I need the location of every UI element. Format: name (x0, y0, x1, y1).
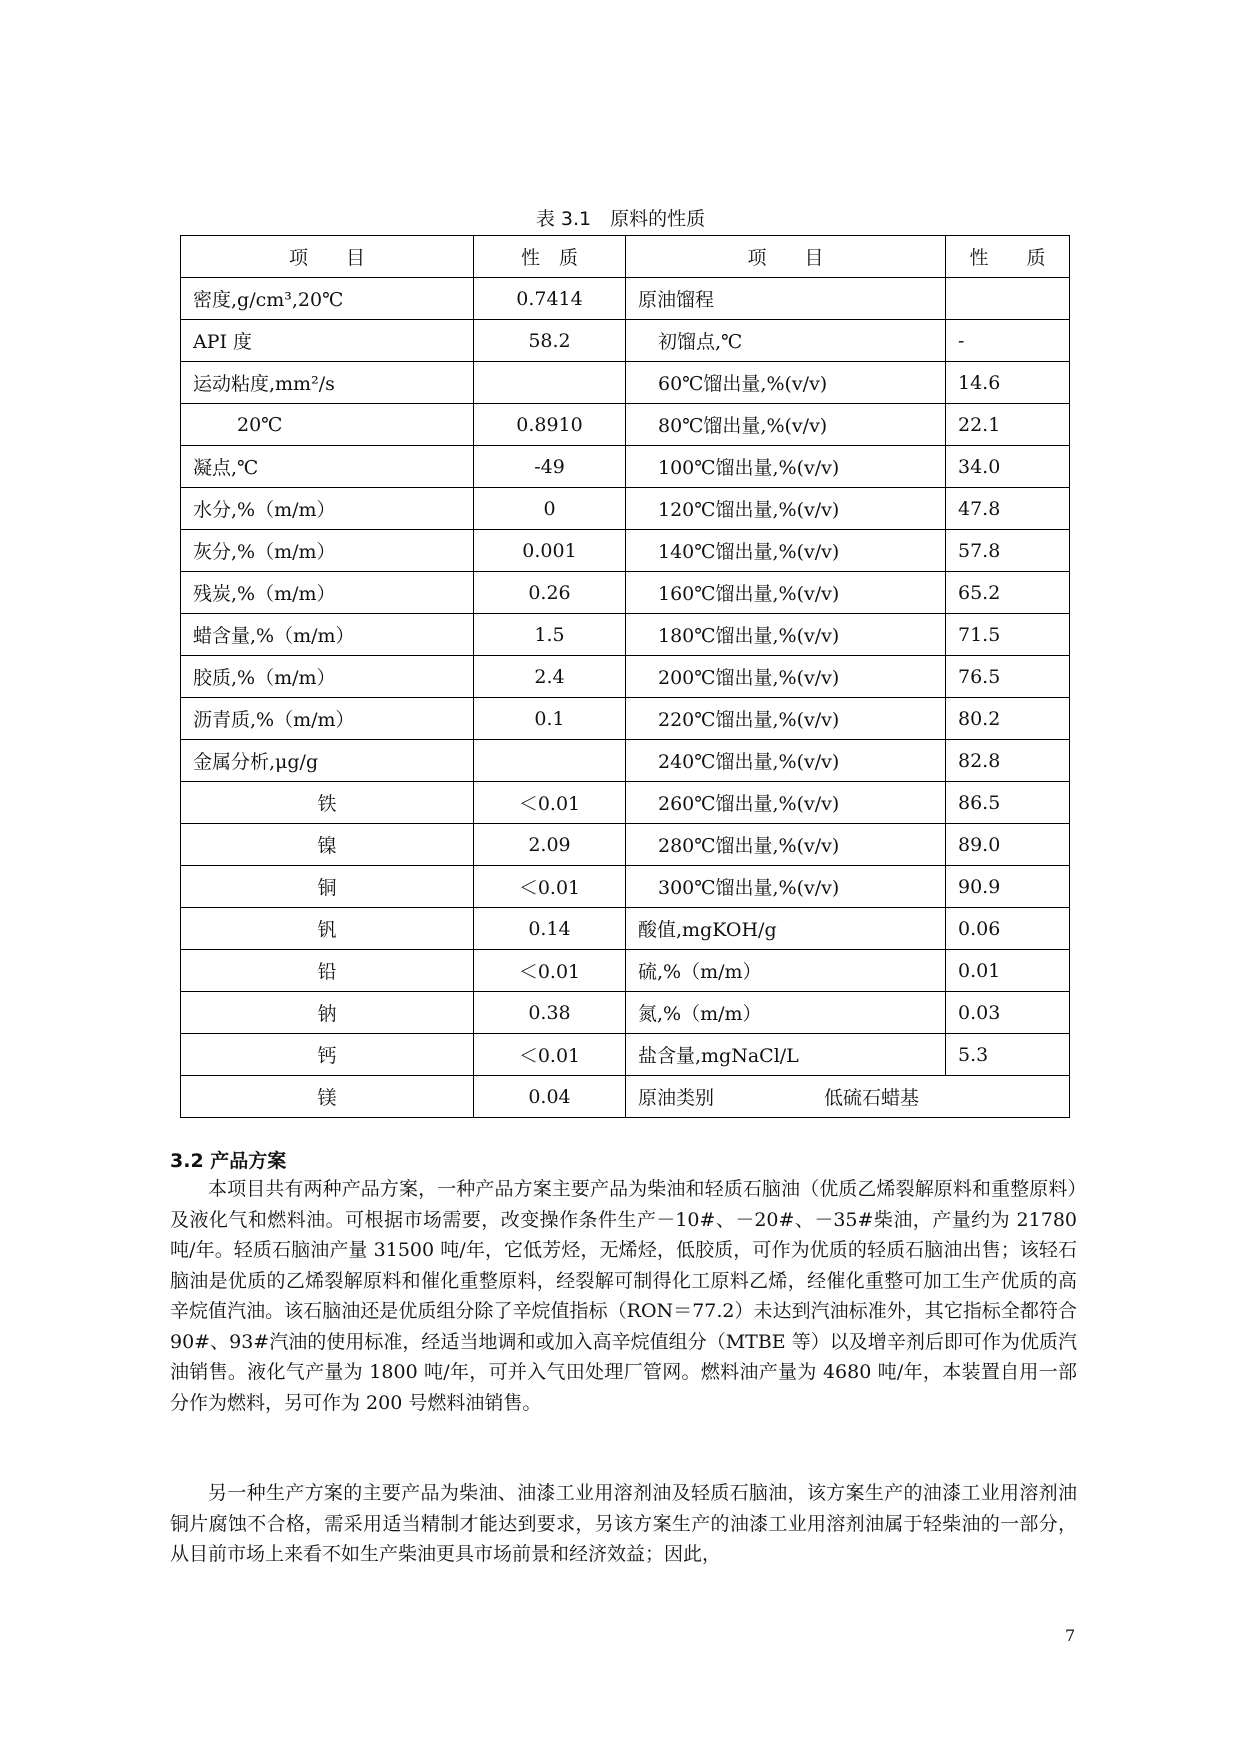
left-value: 0.04 (474, 1076, 626, 1118)
right-item: 240℃馏出量,%(v/v) (626, 740, 946, 782)
left-value: ＜0.01 (474, 950, 626, 992)
header-property-right: 性 质 (946, 236, 1070, 278)
left-item: 密度,g/cm³,20℃ (181, 278, 474, 320)
left-item: 钒 (181, 908, 474, 950)
right-value: 47.8 (946, 488, 1070, 530)
right-value: 14.6 (946, 362, 1070, 404)
left-item: 蜡含量,%（m/m） (181, 614, 474, 656)
right-item: 初馏点,℃ (626, 320, 946, 362)
left-value: ＜0.01 (474, 866, 626, 908)
right-item: 200℃馏出量,%(v/v) (626, 656, 946, 698)
left-item: 铁 (181, 782, 474, 824)
table-row (181, 992, 1070, 1034)
left-item: 铜 (181, 866, 474, 908)
right-value: 76.5 (946, 656, 1070, 698)
left-item: 运动粘度,mm²/s (181, 362, 474, 404)
left-item: 钠 (181, 992, 474, 1034)
table-row (181, 782, 1070, 824)
table-row (181, 824, 1070, 866)
right-value: 低硫石蜡基 (824, 1087, 920, 1109)
table-row (181, 446, 1070, 488)
left-value: 58.2 (474, 320, 626, 362)
right-item: 300℃馏出量,%(v/v) (626, 866, 946, 908)
table-header-row (181, 236, 1070, 278)
right-item: 酸值,mgKOH/g (626, 908, 946, 950)
right-item: 120℃馏出量,%(v/v) (626, 488, 946, 530)
left-value: 0.38 (474, 992, 626, 1034)
right-value: 34.0 (946, 446, 1070, 488)
right-value (946, 278, 1070, 320)
right-item: 硫,%（m/m） (626, 950, 946, 992)
right-value: 0.03 (946, 992, 1070, 1034)
table-row (181, 866, 1070, 908)
table-row (181, 908, 1070, 950)
left-item: 铅 (181, 950, 474, 992)
left-value: 0.7414 (474, 278, 626, 320)
left-item: 沥青质,%（m/m） (181, 698, 474, 740)
right-value: 86.5 (946, 782, 1070, 824)
feedstock-properties-table (180, 235, 1070, 1118)
left-value: -49 (474, 446, 626, 488)
table-row (181, 362, 1070, 404)
left-item: 钙 (181, 1034, 474, 1076)
table-row (181, 614, 1070, 656)
table-row (181, 656, 1070, 698)
left-value: ＜0.01 (474, 782, 626, 824)
table-caption: 表 3.1 原料的性质 (535, 208, 706, 230)
right-value: 65.2 (946, 572, 1070, 614)
right-value: 80.2 (946, 698, 1070, 740)
left-value: 2.09 (474, 824, 626, 866)
header-property-left: 性 质 (474, 236, 626, 278)
left-value: 0.001 (474, 530, 626, 572)
left-value: 0.26 (474, 572, 626, 614)
right-item: 160℃馏出量,%(v/v) (626, 572, 946, 614)
section-heading: 3.2 产品方案 (170, 1150, 287, 1172)
table-row (181, 404, 1070, 446)
right-value: 0.06 (946, 908, 1070, 950)
left-item: 金属分析,μg/g (181, 740, 474, 782)
left-item: 镁 (181, 1076, 474, 1118)
right-item: 原油类别 (638, 1087, 715, 1109)
left-value: 0.1 (474, 698, 626, 740)
left-item: API 度 (181, 320, 474, 362)
right-item: 原油馏程 (626, 278, 946, 320)
left-value (474, 362, 626, 404)
left-item: 残炭,%（m/m） (181, 572, 474, 614)
left-value: 2.4 (474, 656, 626, 698)
left-item: 镍 (181, 824, 474, 866)
crude-class-cell (626, 1076, 1070, 1118)
right-value: 90.9 (946, 866, 1070, 908)
left-value (474, 740, 626, 782)
right-value: 5.3 (946, 1034, 1070, 1076)
right-item: 盐含量,mgNaCl/L (626, 1034, 946, 1076)
paragraph: 另一种生产方案的主要产品为柴油、油漆工业用溶剂油及轻质石脑油，该方案生产的油漆工业用溶剂油铜片腐蚀不合格，需采用适当精制才能达到要求，另该方案生产的油漆工业用溶剂油属于轻柴油的一部分，从目前市场上来看不如生产柴油更具市场前景和经济效益；因此， (170, 1482, 1077, 1565)
right-value: 71.5 (946, 614, 1070, 656)
table-row (181, 278, 1070, 320)
table-row (181, 1034, 1070, 1076)
table-row (181, 488, 1070, 530)
right-item: 220℃馏出量,%(v/v) (626, 698, 946, 740)
left-value: 0.8910 (474, 404, 626, 446)
right-value: 0.01 (946, 950, 1070, 992)
left-item: 灰分,%（m/m） (181, 530, 474, 572)
left-value: ＜0.01 (474, 1034, 626, 1076)
header-item-left: 项 目 (181, 236, 474, 278)
left-value: 1.5 (474, 614, 626, 656)
right-value: 57.8 (946, 530, 1070, 572)
table-row (181, 572, 1070, 614)
left-item: 水分,%（m/m） (181, 488, 474, 530)
right-item: 260℃馏出量,%(v/v) (626, 782, 946, 824)
right-item: 80℃馏出量,%(v/v) (626, 404, 946, 446)
table-row (181, 698, 1070, 740)
right-item: 140℃馏出量,%(v/v) (626, 530, 946, 572)
table-row (181, 1076, 1070, 1118)
right-item: 280℃馏出量,%(v/v) (626, 824, 946, 866)
left-value: 0 (474, 488, 626, 530)
right-value: 22.1 (946, 404, 1070, 446)
right-item: 180℃馏出量,%(v/v) (626, 614, 946, 656)
table-row (181, 950, 1070, 992)
right-item: 100℃馏出量,%(v/v) (626, 446, 946, 488)
right-value: - (946, 320, 1070, 362)
right-value: 89.0 (946, 824, 1070, 866)
right-item: 60℃馏出量,%(v/v) (626, 362, 946, 404)
paragraph: 本项目共有两种产品方案，一种产品方案主要产品为柴油和轻质石脑油（优质乙烯裂解原料和重整原料）及液化气和燃料油。可根据市场需要，改变操作条件生产－10#、－20#、－35#柴油，产量约为 21780 吨/年。轻质石脑油产量 31500 吨/年，它低芳烃，无烯烃，低胶质，可作为优质的轻质石脑油出售；该轻石脑油是优质的乙烯裂解原料和催化重整原料，经裂解可制得化工原料乙烯，经催化重整可加工生产优质的高辛烷值汽油。该石脑油还是优质组分除了辛烷值指标（RON＝77.2）未达到汽油标准外，其它指标全都符合 90#、93#汽油的使用标准，经适当地调和或加入高辛烷值组分（MTBE 等）以及增辛剂后即可作为优质汽油销售。液化气产量为 1800 吨/年，可并入气田处理厂管网。燃料油产量为 4680 吨/年，本装置自用一部分作为燃料，另可作为 200 号燃料油销售。 (170, 1178, 1077, 1414)
table-row (181, 530, 1070, 572)
left-value: 0.14 (474, 908, 626, 950)
table-row (181, 740, 1070, 782)
left-item: 胶质,%（m/m） (181, 656, 474, 698)
left-item: 凝点,℃ (181, 446, 474, 488)
right-value: 82.8 (946, 740, 1070, 782)
table-row (181, 320, 1070, 362)
left-item: 20℃ (181, 404, 474, 446)
page-number: 7 (1065, 1626, 1076, 1645)
right-item: 氮,%（m/m） (626, 992, 946, 1034)
header-item-right: 项 目 (626, 236, 946, 278)
